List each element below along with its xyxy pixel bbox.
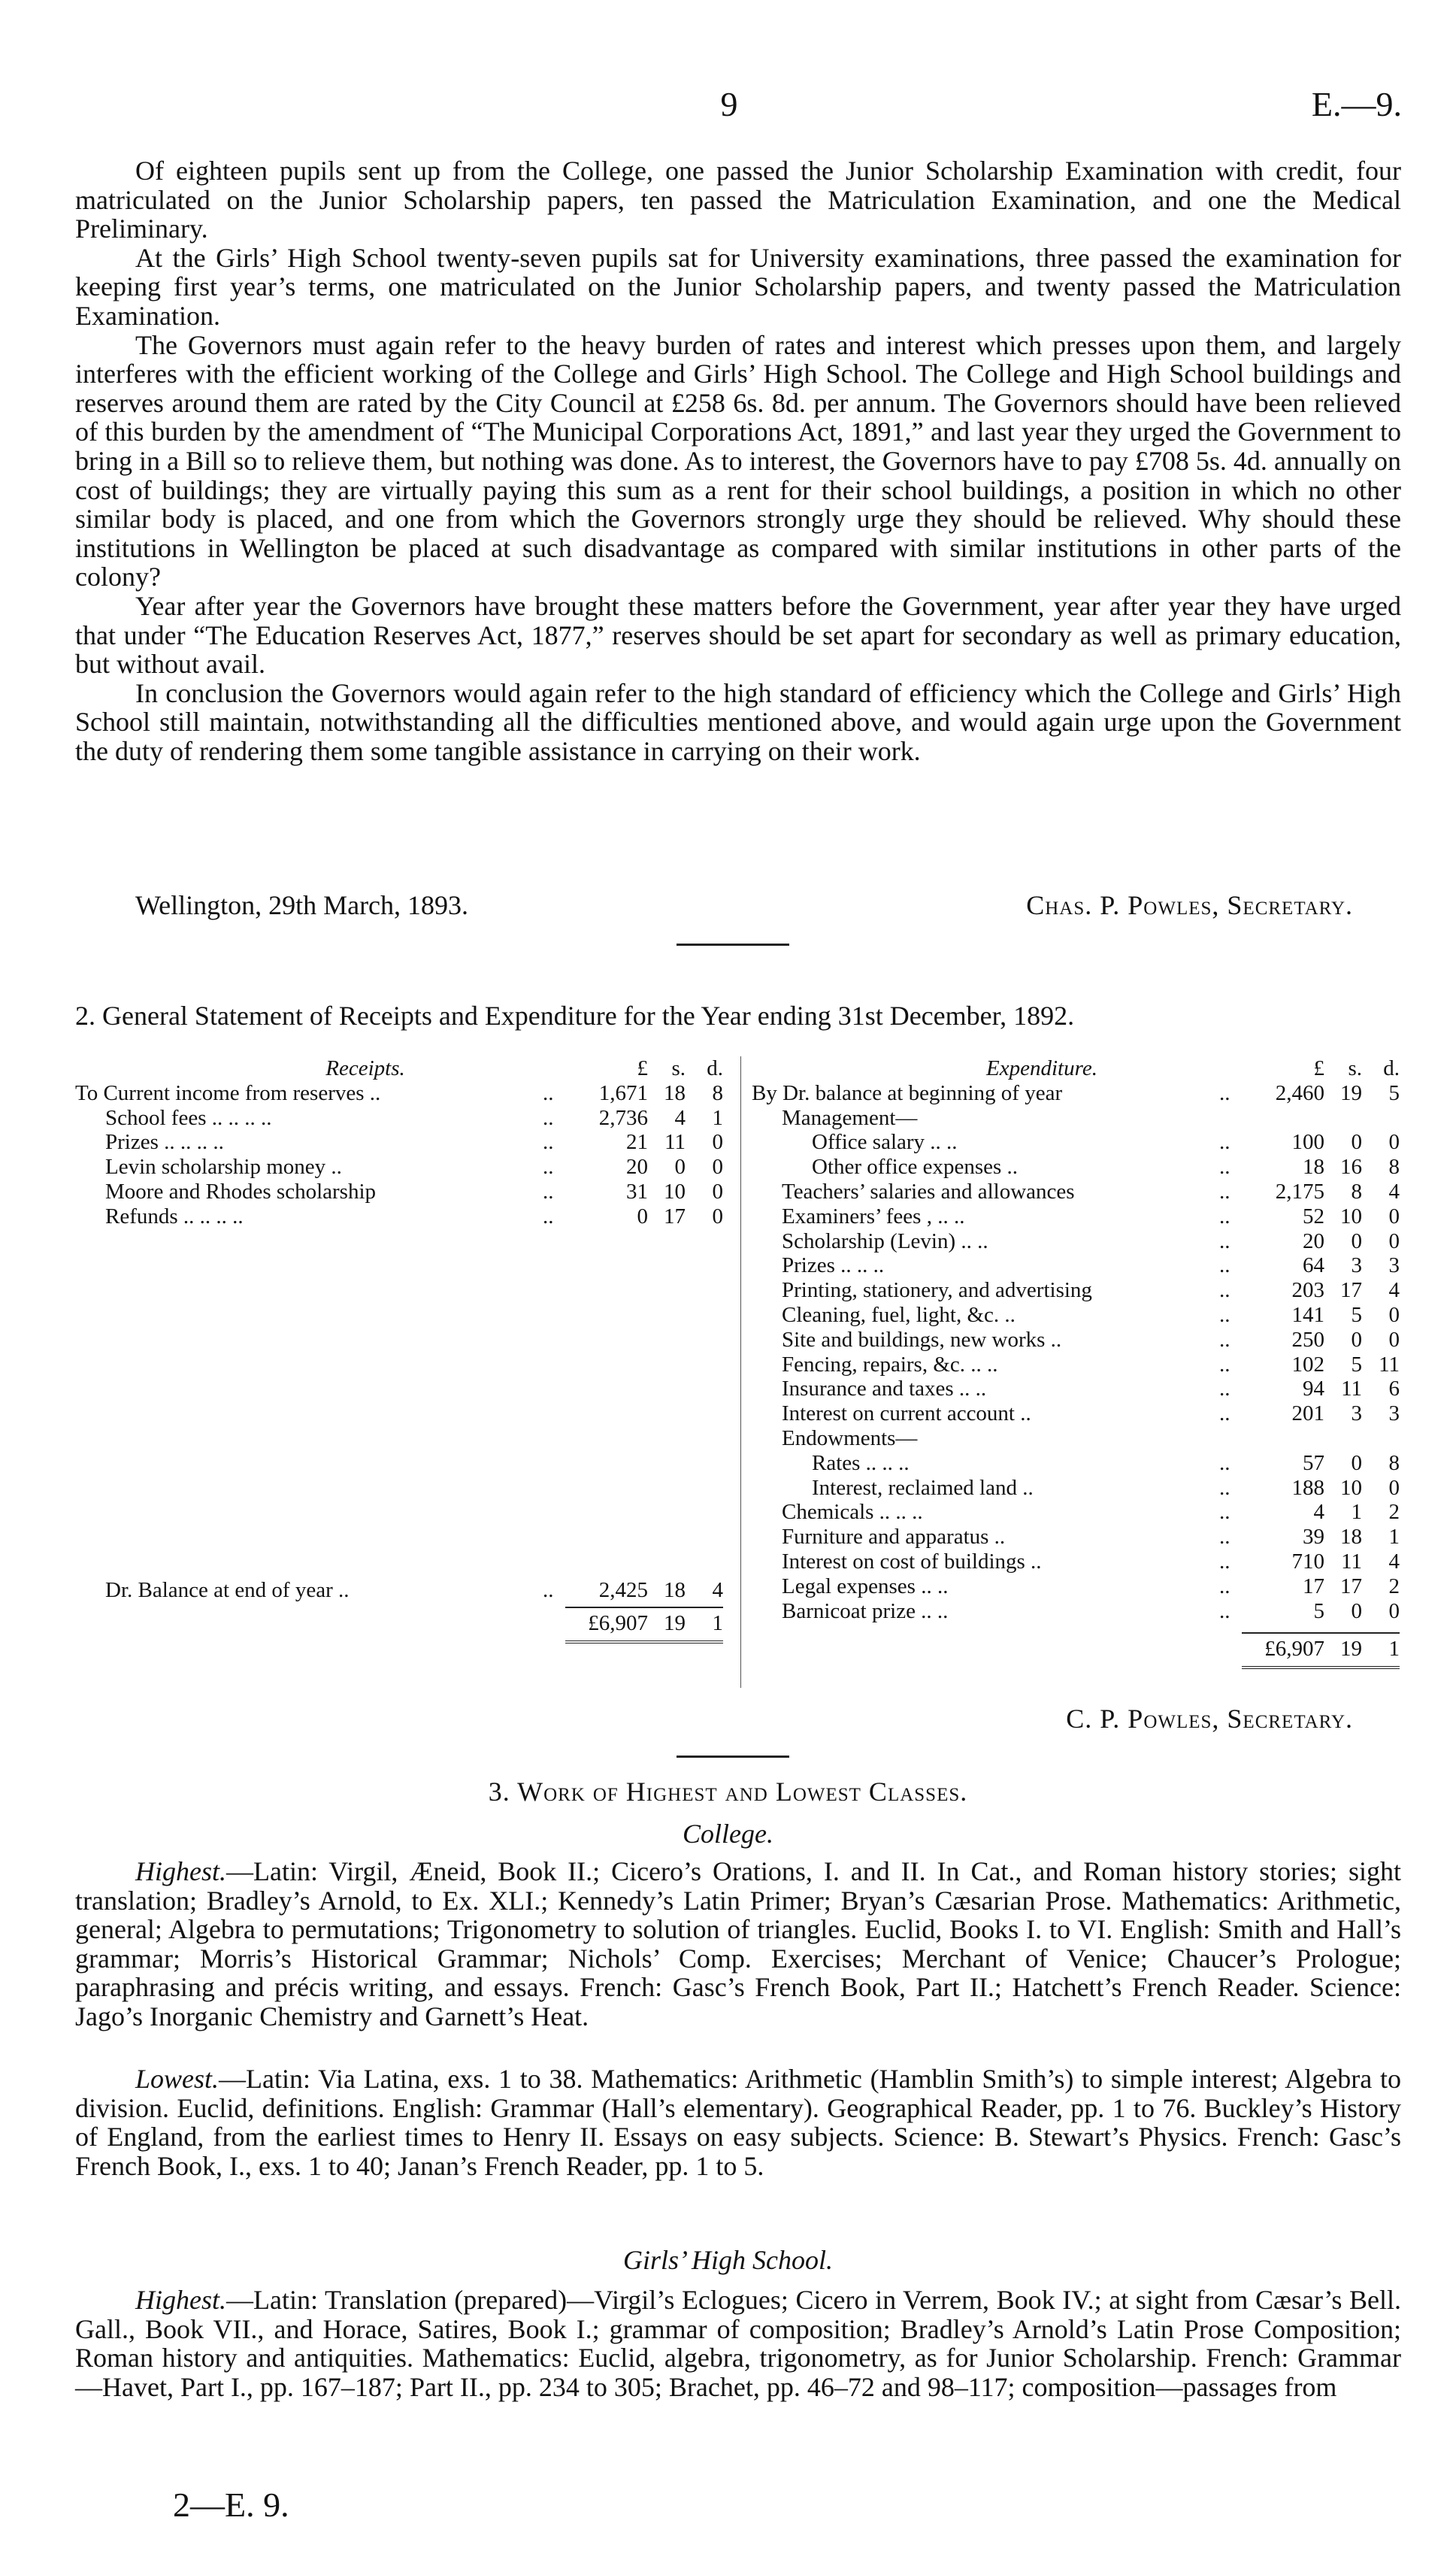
subsection-heading-college: College. <box>683 1819 773 1849</box>
shillings-value: 0 <box>1351 1598 1362 1623</box>
pence-value: 0 <box>1388 1475 1400 1500</box>
college-highest-body: —Latin: Virgil, Æneid, Book II.; Cicero’s Orations, I. and II. In Cat., and Roman history stories; sight translation; Bradley’s Arnold, to Ex. XLI.; Kennedy’s Latin Primer; Bryan’s Cæsarian Prose. Mathematics: Arithmetic, general; Algebra to permutations; Trigonometry to solution of triangles. Euclid, Books I. to VI. English: Smith and Hall’s grammar; Morris’s Historical Grammar; Nichols’ Comp. Exercises; Merchant of Venice; Chaucer’s Prologue; paraphrasing and précis writing, and essays. French: Gasc’s French Book, Part II.; Hatchett’s French Reader. Science: Jago’s Inorganic Chemistry and Garnett’s Heat. <box>75 1856 1401 2031</box>
pounds-value <box>1242 1106 1324 1131</box>
expenditure-column <box>752 1056 1400 1669</box>
ledger-label: Prizes .. .. .. <box>782 1253 885 1278</box>
leader <box>1219 1106 1242 1131</box>
shillings-value: 11 <box>1341 1549 1362 1574</box>
ledger-label: Levin scholarship money .. <box>105 1155 342 1180</box>
pounds-value: 5 <box>1313 1598 1324 1623</box>
pounds-value: 1,671 <box>598 1080 648 1105</box>
pence-value: 4 <box>1388 1549 1400 1574</box>
shillings-value: 16 <box>1340 1155 1362 1180</box>
pence-value: 0 <box>1388 1598 1400 1623</box>
shillings-value: 17 <box>664 1204 686 1228</box>
pounds-value: 100 <box>1291 1130 1324 1155</box>
ledger-label: Fencing, repairs, &c. .. .. <box>782 1352 998 1377</box>
pence-value <box>1362 1106 1400 1131</box>
shillings-value: 10 <box>1340 1475 1362 1500</box>
receipts-heading: Receipts. <box>325 1056 405 1080</box>
pence-value: 8 <box>1388 1155 1400 1180</box>
pounds-total: £6,907 <box>1264 1637 1324 1662</box>
leader: .. <box>1219 1377 1230 1401</box>
pounds-value: 2,175 <box>1275 1179 1324 1204</box>
pence-value <box>1362 1426 1400 1451</box>
leader: .. <box>1219 1080 1230 1105</box>
leader: .. <box>1219 1155 1230 1180</box>
secretary-signature: Chas. P. Powles, Secretary. <box>1026 890 1353 920</box>
receipts-header-row <box>75 1056 723 1081</box>
ledger-label: Moore and Rhodes scholarship <box>105 1179 377 1204</box>
ledger-label: Interest on cost of buildings .. <box>782 1549 1042 1574</box>
shillings-value: 4 <box>674 1105 686 1130</box>
leader: .. <box>1219 1475 1230 1500</box>
place-date: Wellington, 29th March, 1893. <box>135 890 469 920</box>
pounds-value: 52 <box>1303 1204 1324 1228</box>
paragraph: Year after year the Governors have brought these matters before the Government, year after year they have urged that under “The Education Reserves Act, 1877,” reserves should be set apart for secondary as well as primary education, but without avail. <box>75 590 1401 680</box>
ledger-row <box>752 1106 1400 1131</box>
leader: .. <box>1219 1598 1230 1623</box>
ledger-label: Management— <box>782 1105 918 1130</box>
pounds-value: 4 <box>1313 1500 1324 1525</box>
college-lowest-body: —Latin: Via Latina, exs. 1 to 38. Mathematics: Arithmetic (Hamblin Smith’s) to simple interest; Algebra to division. Euclid, definitions. English: Grammar (Hall’s elementary). Geographical Reader, pp. 1 to 76. Buckley’s History of England, from the earliest times to Henry II. Essays on easy subjects. Science: B. Stewart’s Physics. French: Gasc’s French Book, I., exs. 1 to 40; Janan’s French Reader, pp. 1 to 5. <box>75 2064 1401 2181</box>
pounds-value: 102 <box>1291 1352 1324 1377</box>
ledger-row <box>752 1155 1400 1180</box>
leader: .. <box>1219 1549 1230 1574</box>
pounds-value: 18 <box>1303 1155 1324 1180</box>
intro-text <box>75 156 1401 765</box>
shillings-total: 19 <box>1340 1637 1362 1662</box>
shillings-heading: s. <box>1348 1056 1362 1080</box>
expenditure-header-row <box>752 1056 1400 1081</box>
ledger-row <box>752 1253 1400 1278</box>
section-title: 3. Work of Highest and Lowest Classes. <box>488 1777 968 1807</box>
ledger-row <box>752 1130 1400 1155</box>
shillings-value: 3 <box>1351 1401 1362 1426</box>
leader: .. <box>1219 1574 1230 1598</box>
paragraph: The Governors must again refer to the heavy burden of rates and interest which presses upon them, and largely interferes with the efficient working of the College and Girls’ High School. The College and High School buildings and reserves around them are rated by the City Council at £258 6s. 8d. per annum. The Governors should have been relieved of this burden by the amendment of “The Municipal Corporations Act, 1891,” and last year they urged the Government to bring in a Bill so to relieve them, but nothing was done. As to interest, the Governors have to pay £708 5s. 4d. annually on cost of buildings; they are virtually paying this sum as a rent for their school buildings, a position in which no other similar body is placed, and one from which the Governors strongly urge they should be relieved. Why should these institutions in Wellington be placed at such disadvantage as compared with similar institutions in other parts of the colony? <box>75 329 1401 592</box>
ledger-label: Cleaning, fuel, light, &c. .. <box>782 1302 1016 1327</box>
pence-value: 3 <box>1388 1401 1400 1426</box>
pounds-value: 94 <box>1303 1377 1324 1401</box>
paragraph: In conclusion the Governors would again refer to the high standard of efficiency which the College and Girls’ High School still maintain, notwithstanding all the difficulties mentioned above, and would again urge upon the Government the duty of rendering them some tangible assistance in carrying on their work. <box>75 677 1401 766</box>
receipts-spacer <box>75 1229 723 1578</box>
pounds-value: 141 <box>1291 1302 1324 1327</box>
shillings-value: 0 <box>1351 1327 1362 1352</box>
document-reference: E.—9. <box>1311 85 1402 123</box>
intro-signature-row <box>135 889 1353 921</box>
ledger-row <box>75 1180 723 1204</box>
pounds-value: 2,460 <box>1275 1080 1324 1105</box>
ledger-label: Barnicoat prize .. .. <box>782 1598 949 1623</box>
pence-value: 11 <box>1379 1352 1400 1377</box>
pence-value: 5 <box>1388 1080 1400 1105</box>
pounds-value: 710 <box>1291 1549 1324 1574</box>
receipts-column <box>75 1056 723 1643</box>
shillings-value: 0 <box>1351 1228 1362 1253</box>
leader: .. <box>1219 1352 1230 1377</box>
shillings-value: 11 <box>664 1130 686 1155</box>
girls-highest-text <box>75 2286 1401 2401</box>
shillings-value: 5 <box>1351 1352 1362 1377</box>
pounds-value: 64 <box>1303 1253 1324 1278</box>
ledger-row <box>75 1130 723 1155</box>
ledger-label: Legal expenses .. .. <box>782 1574 949 1598</box>
shillings-value: 19 <box>1340 1080 1362 1105</box>
pence-heading: d. <box>1383 1056 1400 1080</box>
pounds-value: 188 <box>1291 1475 1324 1500</box>
pence-total: 1 <box>712 1611 723 1636</box>
ledger-label: Furniture and apparatus .. <box>782 1525 1006 1550</box>
ledger-row <box>752 1426 1400 1451</box>
leader: .. <box>1219 1204 1230 1228</box>
pence-value: 0 <box>712 1130 723 1155</box>
leader: .. <box>1219 1525 1230 1550</box>
lowest-lead: Lowest. <box>135 2064 219 2094</box>
expenditure-heading: Expenditure. <box>986 1056 1097 1080</box>
shillings-value: 8 <box>1351 1179 1362 1204</box>
pence-value: 2 <box>1388 1500 1400 1525</box>
ledger-row <box>752 1451 1400 1476</box>
ledger-label: Interest on current account .. <box>782 1401 1031 1426</box>
shillings-value <box>1324 1106 1362 1131</box>
pence-value: 0 <box>1388 1130 1400 1155</box>
leader: .. <box>543 1105 554 1130</box>
ledger-row <box>75 1106 723 1131</box>
pence-value: 3 <box>1388 1253 1400 1278</box>
pence-value: 8 <box>712 1080 723 1105</box>
pence-value: 1 <box>712 1105 723 1130</box>
shillings-value: 5 <box>1351 1302 1362 1327</box>
shillings-value: 0 <box>1351 1130 1362 1155</box>
shillings-total: 19 <box>664 1611 686 1636</box>
ledger-label: Scholarship (Levin) .. .. <box>782 1228 988 1253</box>
pence-value: 0 <box>712 1179 723 1204</box>
pence-value: 6 <box>1388 1377 1400 1401</box>
pounds-value: 2,425 <box>598 1577 648 1602</box>
expenditure-total-row <box>752 1632 1400 1669</box>
signature-mark: 2—E. 9. <box>173 2486 289 2524</box>
column-divider <box>740 1056 741 1688</box>
pounds-heading: £ <box>1313 1056 1324 1080</box>
highest-lead: Highest. <box>135 2285 226 2315</box>
ledger-label: Examiners’ fees , .. .. <box>782 1204 965 1228</box>
shillings-value: 1 <box>1351 1500 1362 1525</box>
pounds-value: 20 <box>626 1155 648 1180</box>
ledger-row <box>752 1081 1400 1106</box>
section-divider <box>677 1756 789 1758</box>
pounds-value: 201 <box>1291 1401 1324 1426</box>
shillings-value: 3 <box>1351 1253 1362 1278</box>
shillings-value: 0 <box>674 1155 686 1180</box>
leader: .. <box>543 1080 554 1105</box>
leader: .. <box>1219 1302 1230 1327</box>
ledger-label: Rates .. .. .. <box>812 1450 910 1475</box>
pence-value: 0 <box>712 1155 723 1180</box>
ledger-row <box>75 1081 723 1106</box>
leader: .. <box>543 1204 554 1228</box>
ledger-label: Teachers’ salaries and allowances <box>782 1179 1075 1204</box>
ledger-label: Insurance and taxes .. .. <box>782 1377 987 1401</box>
secretary-signature: C. P. Powles, Secretary. <box>1066 1704 1353 1734</box>
pounds-total: £6,907 <box>588 1611 648 1636</box>
expenditure-rows <box>752 1081 1400 1624</box>
pounds-value <box>1242 1426 1324 1451</box>
pence-value: 8 <box>1388 1450 1400 1475</box>
pence-value: 4 <box>1388 1278 1400 1303</box>
pounds-heading: £ <box>637 1056 648 1080</box>
leader: .. <box>1219 1253 1230 1278</box>
pence-value: 4 <box>1388 1179 1400 1204</box>
girls-highest-body: —Latin: Translation (prepared)—Virgil’s Eclogues; Cicero in Verrem, Book IV.; at sight from Cæsar’s Bell. Gall., Book VII., and Horace, Satires, Book I.; grammar of composition; Bradley’s Arnold’s Latin Prose Composition; Roman history and antiquities. Mathematics: Euclid, algebra, trigonometry, as for Junior Scholarship. French: Grammar—Havet, Part I., pp. 167–187; Part II., pp. 234 to 305; Brachet, pp. 46–72 and 98–117; composition—passages from <box>75 2285 1401 2402</box>
ledger-label: Office salary .. .. <box>812 1130 958 1155</box>
ledger-row <box>75 1204 723 1229</box>
receipts-balance-row <box>75 1578 723 1603</box>
ledger-row <box>752 1525 1400 1550</box>
ledger-row <box>752 1303 1400 1328</box>
leader: .. <box>1219 1401 1230 1426</box>
shillings-value: 10 <box>664 1179 686 1204</box>
ledger-label: To Current income from reserves .. <box>75 1080 381 1105</box>
shillings-value: 11 <box>1341 1377 1362 1401</box>
ledger-row <box>752 1500 1400 1525</box>
leader: .. <box>1219 1327 1230 1352</box>
shillings-value: 18 <box>664 1080 686 1105</box>
paragraph: Of eighteen pupils sent up from the College, one passed the Junior Scholarship Examination with credit, four matriculated on the Junior Scholarship papers, ten passed the Matriculation Examination, and one the Medical Preliminary. <box>75 156 1401 244</box>
pence-total: 1 <box>1388 1637 1400 1662</box>
college-lowest-text <box>75 2065 1401 2180</box>
balance-label: Dr. Balance at end of year .. <box>105 1577 350 1602</box>
pence-value: 0 <box>712 1204 723 1228</box>
college-highest-text <box>75 1857 1401 2031</box>
pounds-value: 250 <box>1291 1327 1324 1352</box>
pence-value: 0 <box>1388 1327 1400 1352</box>
ledger-row <box>752 1204 1400 1229</box>
leader: .. <box>543 1130 554 1155</box>
ledger-row <box>752 1401 1400 1426</box>
ledger-row <box>752 1574 1400 1599</box>
shillings-heading: s. <box>671 1056 686 1080</box>
ledger-label: Interest, reclaimed land .. <box>812 1475 1034 1500</box>
ledger-row <box>752 1353 1400 1377</box>
ledger-label: Prizes .. .. .. .. <box>105 1130 224 1155</box>
shillings-value: 18 <box>664 1577 686 1602</box>
paragraph: At the Girls’ High School twenty-seven pupils sat for University examinations, three passed the examination for keeping first year’s terms, one matriculated on the Junior Scholarship papers, and twenty passed the Matriculation Examination. <box>75 242 1401 331</box>
ledger-row <box>752 1328 1400 1353</box>
pence-value: 2 <box>1388 1574 1400 1598</box>
statement-title: 2. General Statement of Receipts and Expenditure for the Year ending 31st December, 1892. <box>75 1001 1075 1031</box>
leader <box>1219 1426 1242 1451</box>
pounds-value: 20 <box>1303 1228 1324 1253</box>
ledger-label: Chemicals .. .. .. <box>782 1500 923 1525</box>
pence-value: 0 <box>1388 1204 1400 1228</box>
leader: .. <box>543 1577 554 1602</box>
leader: .. <box>1219 1450 1230 1475</box>
pounds-value: 0 <box>637 1204 648 1228</box>
pence-value: 4 <box>712 1577 723 1602</box>
ledger-row <box>75 1155 723 1180</box>
highest-lead: Highest. <box>135 1856 226 1886</box>
pence-value: 0 <box>1388 1302 1400 1327</box>
ledger-label: Site and buildings, new works .. <box>782 1327 1062 1352</box>
pounds-value: 57 <box>1303 1450 1324 1475</box>
leader: .. <box>1219 1228 1230 1253</box>
pounds-value: 39 <box>1303 1525 1324 1550</box>
leader: .. <box>1219 1278 1230 1303</box>
ledger-label: Endowments— <box>782 1425 918 1450</box>
shillings-value: 17 <box>1340 1278 1362 1303</box>
subsection-heading-girls: Girls’ High School. <box>623 2245 833 2275</box>
statement-signature-row <box>135 1703 1353 1734</box>
shillings-value <box>1324 1426 1362 1451</box>
pounds-value: 203 <box>1291 1278 1324 1303</box>
ledger-label: Printing, stationery, and advertising <box>782 1278 1092 1303</box>
ledger-row <box>752 1550 1400 1574</box>
pounds-value: 21 <box>626 1130 648 1155</box>
receipts-total-row <box>75 1607 723 1643</box>
shillings-value: 17 <box>1340 1574 1362 1598</box>
ledger-row <box>752 1476 1400 1501</box>
pence-heading: d. <box>707 1056 723 1080</box>
ledger-row <box>752 1278 1400 1303</box>
leader: .. <box>543 1179 554 1204</box>
leader: .. <box>1219 1500 1230 1525</box>
shillings-value: 0 <box>1351 1450 1362 1475</box>
pence-value: 0 <box>1388 1228 1400 1253</box>
ledger-row <box>752 1229 1400 1254</box>
shillings-value: 10 <box>1340 1204 1362 1228</box>
leader: .. <box>1219 1179 1230 1204</box>
ledger-row <box>752 1180 1400 1204</box>
section-divider <box>677 944 789 946</box>
ledger-label: School fees .. .. .. .. <box>105 1105 272 1130</box>
shillings-value: 18 <box>1340 1525 1362 1550</box>
ledger-row <box>752 1599 1400 1624</box>
pence-value: 1 <box>1388 1525 1400 1550</box>
pounds-value: 17 <box>1303 1574 1324 1598</box>
ledger-label: Other office expenses .. <box>812 1155 1019 1180</box>
pounds-value: 2,736 <box>598 1105 648 1130</box>
ledger-label: Refunds .. .. .. .. <box>105 1204 244 1228</box>
page-number: 9 <box>720 85 738 123</box>
leader: .. <box>1219 1130 1230 1155</box>
leader: .. <box>543 1155 554 1180</box>
ledger-row <box>752 1377 1400 1401</box>
pounds-value: 31 <box>626 1179 648 1204</box>
receipts-rows <box>75 1081 723 1229</box>
ledger-label: By Dr. balance at beginning of year <box>752 1080 1063 1105</box>
